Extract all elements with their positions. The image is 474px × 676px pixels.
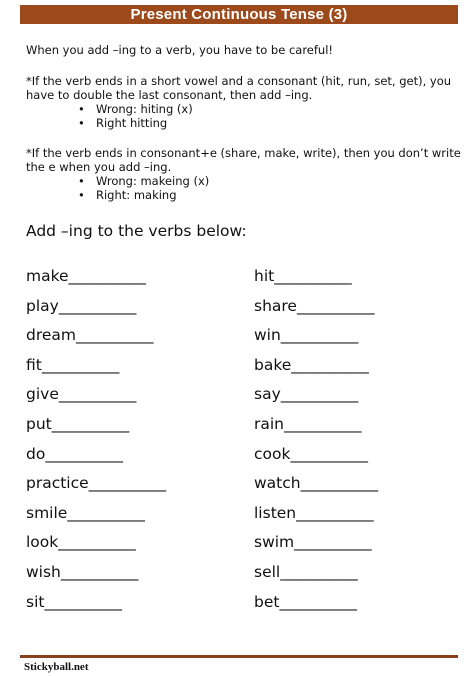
- verb-item: rain__________: [254, 414, 362, 433]
- verb-list-left: [26, 262, 166, 617]
- footer-source: Stickyball.net: [24, 661, 89, 673]
- verb-item: put__________: [26, 414, 130, 433]
- verb-item: sit__________: [26, 592, 122, 611]
- verb-list-right: [254, 262, 378, 617]
- verb-item: bake__________: [254, 355, 369, 374]
- rule2-example-right: • Right: making: [78, 188, 209, 202]
- verb-item: watch__________: [254, 474, 379, 493]
- verb-item: win__________: [254, 326, 359, 345]
- verb-item: cook__________: [254, 444, 368, 463]
- verb-item: bet__________: [254, 592, 357, 611]
- verb-item: play__________: [26, 296, 137, 315]
- rule-double-consonant: *If the verb ends in a short vowel and a consonant (hit, run, set, get), you have to double the last consonant, then add –ing.: [26, 74, 452, 102]
- verb-item: do__________: [26, 444, 123, 463]
- verb-item: sell__________: [254, 562, 358, 581]
- verb-item: hit__________: [254, 267, 352, 285]
- verb-item: swim__________: [254, 533, 372, 552]
- verb-item: make__________: [26, 267, 147, 285]
- verb-item: listen__________: [254, 503, 374, 522]
- rule2-example-wrong: • Wrong: makeing (x): [78, 174, 209, 188]
- rule-drop-e: *If the verb ends in consonant+e (share, make, write), then you don’t write the e when you add –ing.: [26, 146, 461, 174]
- exercise-instruction: Add –ing to the verbs below:: [26, 222, 247, 240]
- verb-item: dream__________: [26, 326, 154, 345]
- verb-item: look__________: [26, 533, 136, 552]
- rule1-example-right: • Right hitting: [78, 116, 193, 130]
- footer-divider: [20, 655, 458, 658]
- intro-text: When you add –ing to a verb, you have to be careful!: [26, 43, 334, 57]
- verb-item: wish__________: [26, 562, 139, 581]
- rule2-examples: [78, 174, 209, 202]
- rule1-example-wrong: • Wrong: hiting (x): [78, 102, 193, 116]
- verb-item: give__________: [26, 385, 137, 404]
- verb-item: fit__________: [26, 355, 120, 374]
- rule1-examples: [78, 102, 193, 130]
- verb-item: share__________: [254, 296, 375, 315]
- verb-item: smile__________: [26, 503, 145, 522]
- verb-item: say__________: [254, 385, 359, 404]
- worksheet-title: Present Continuous Tense (3): [20, 5, 458, 24]
- verb-item: practice__________: [26, 474, 167, 493]
